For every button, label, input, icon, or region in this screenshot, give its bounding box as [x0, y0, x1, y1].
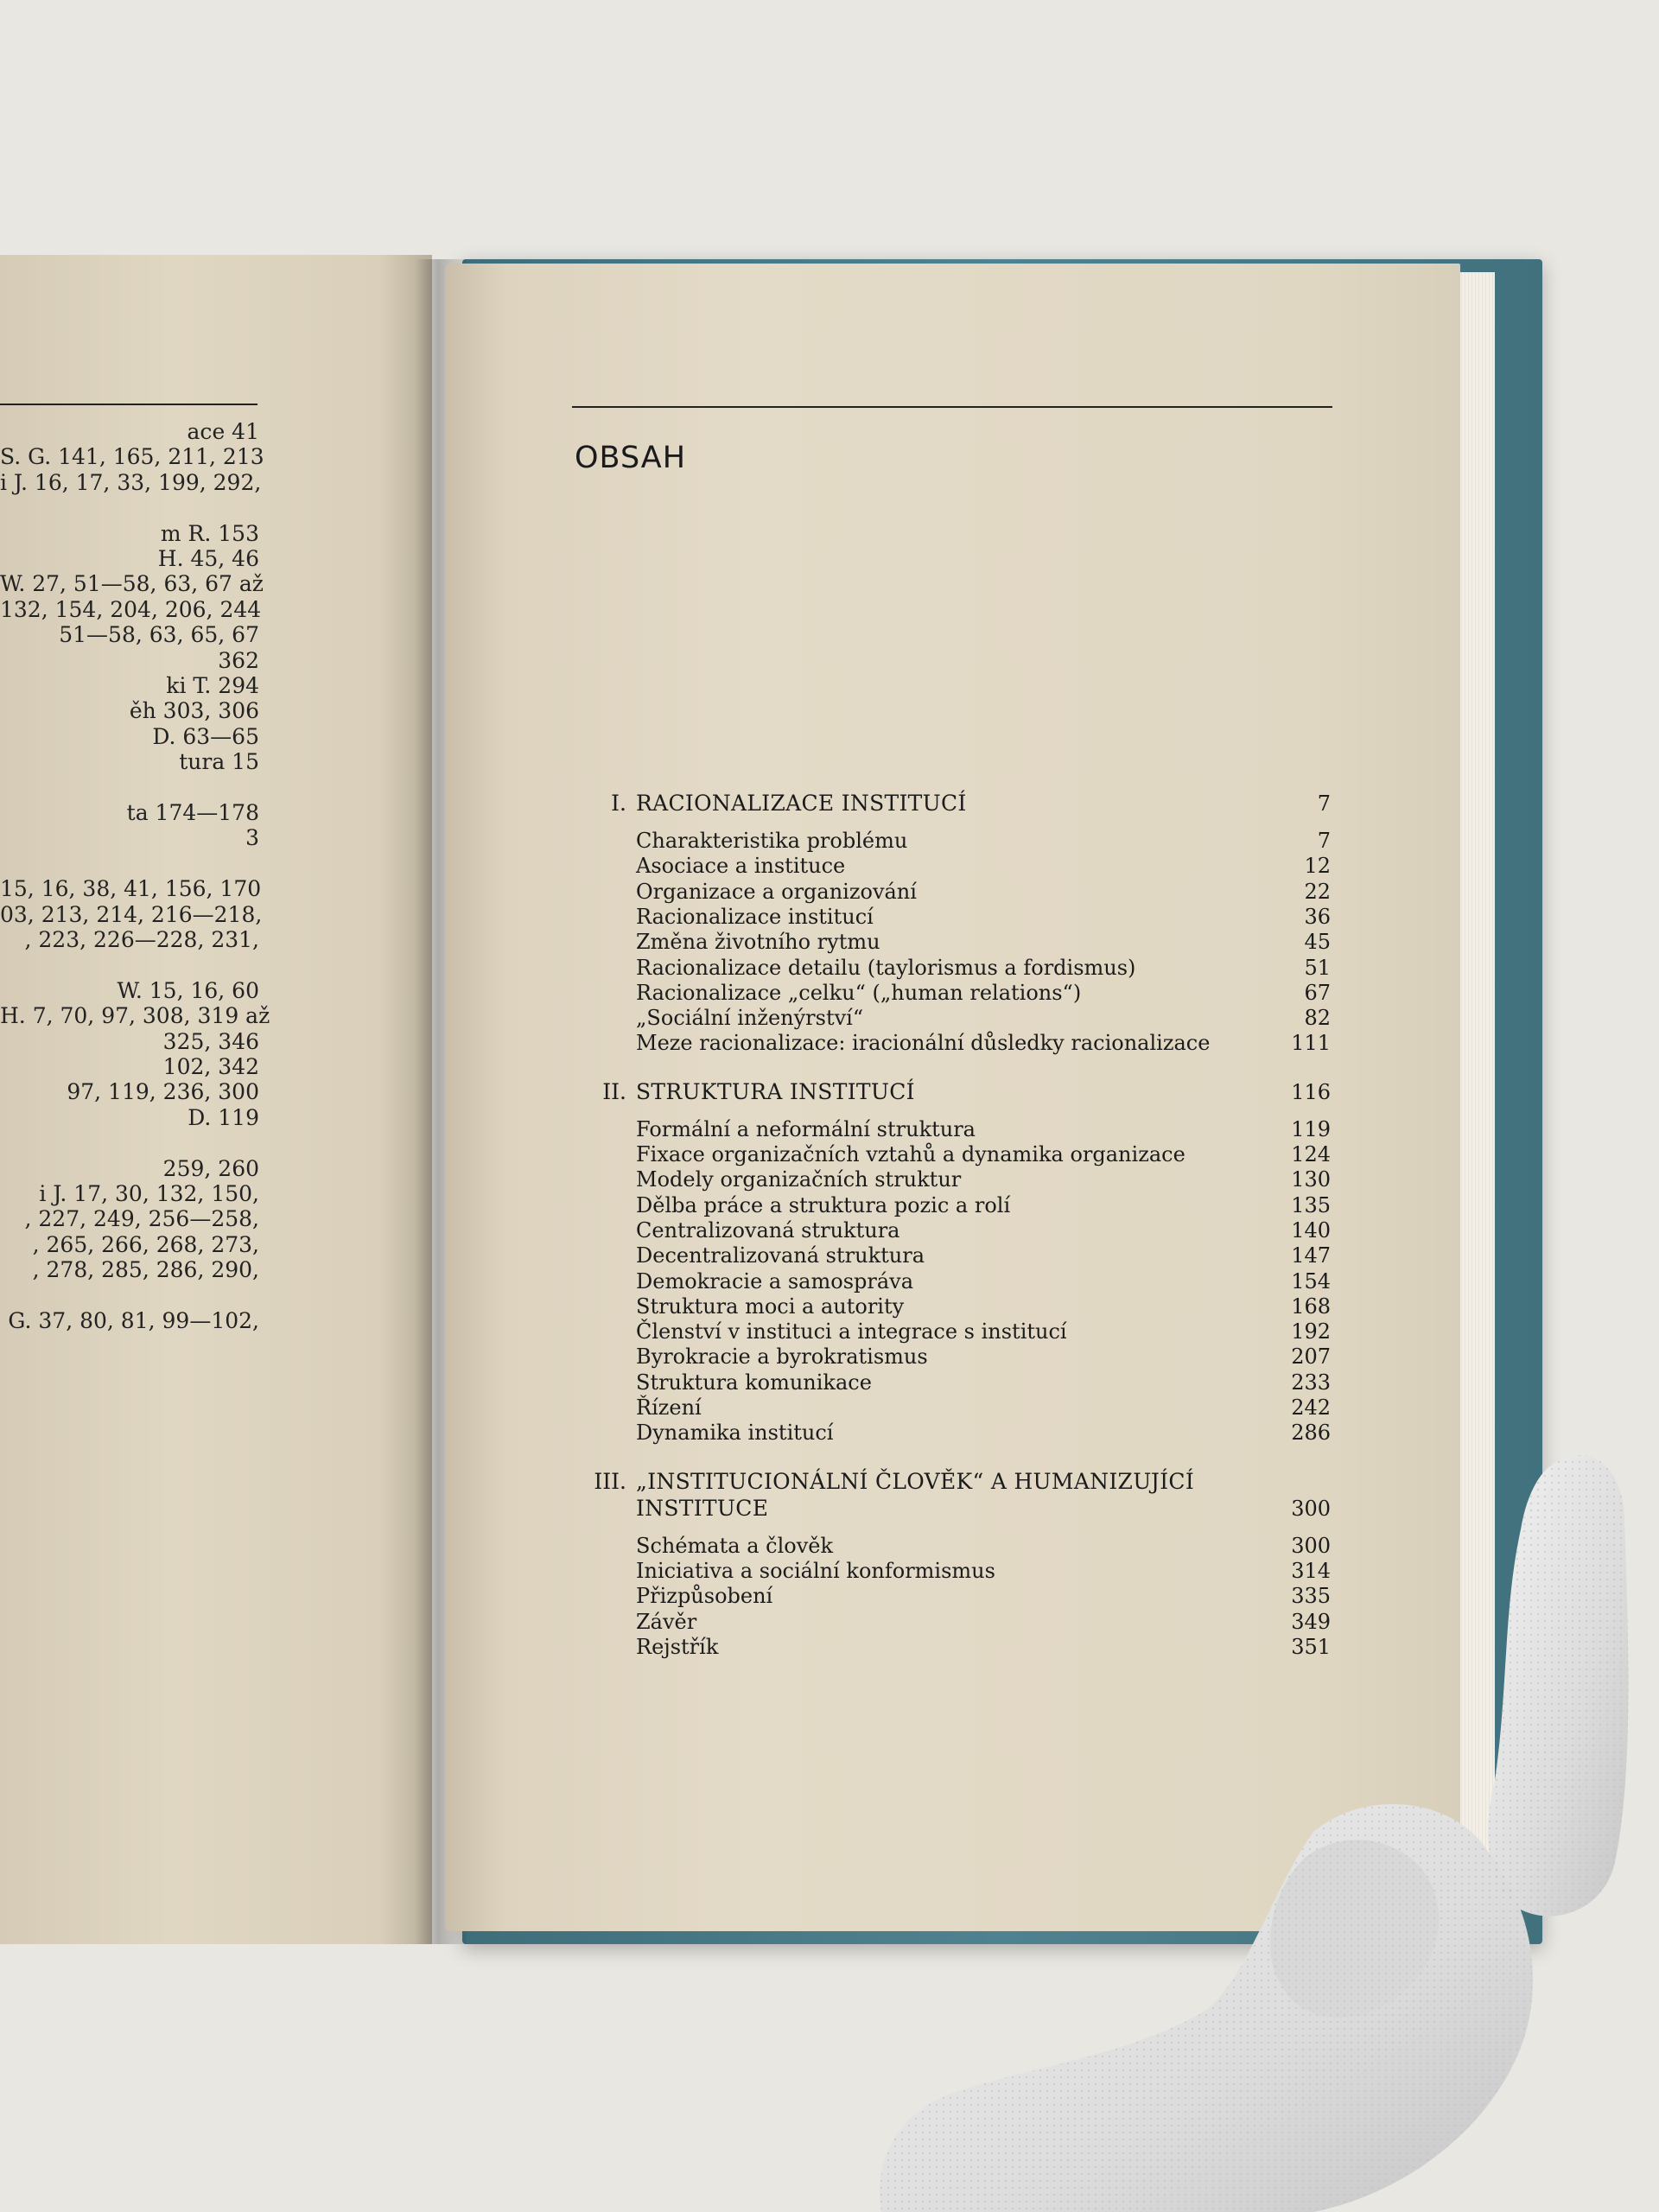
- toc-entry-page: 51: [1304, 955, 1331, 980]
- toc-entry: Fixace organizačních vztahů a dynamika organizace: [636, 1142, 1185, 1166]
- index-line: 362: [218, 647, 259, 673]
- toc-entry-page: 82: [1304, 1006, 1331, 1031]
- toc-entry: Závěr: [636, 1609, 697, 1634]
- index-line: i J. 16, 17, 33, 199, 292,: [0, 469, 262, 495]
- index-line: 102, 342: [162, 1054, 259, 1079]
- toc-entry: Řízení: [636, 1395, 702, 1420]
- toc-entry: Demokracie a samospráva: [636, 1268, 914, 1294]
- toc-entry-page: 154: [1291, 1268, 1331, 1294]
- chapter-title: RACIONALIZACE INSTITUCÍ: [636, 791, 967, 816]
- toc-entry-page: 349: [1291, 1609, 1331, 1634]
- index-line: 3: [245, 825, 259, 851]
- index-line: 51—58, 63, 65, 67: [59, 622, 259, 648]
- toc-entry: Struktura moci a autority: [636, 1294, 905, 1319]
- index-line: , 223, 226—228, 231,: [24, 927, 259, 952]
- index-line: W. 27, 51—58, 63, 67 až: [0, 571, 264, 597]
- toc-entry-page: 286: [1291, 1421, 1331, 1446]
- index-line: ta 174—178: [126, 800, 259, 825]
- toc-entry-page: 135: [1291, 1192, 1331, 1217]
- toc-entry-page: 300: [1291, 1533, 1331, 1558]
- index-line: ki T. 294: [166, 673, 259, 698]
- toc-entry-page: 36: [1304, 904, 1331, 929]
- toc-entry: Schémata a člověk: [636, 1533, 833, 1558]
- toc-entry: Racionalizace institucí: [636, 904, 874, 929]
- toc-entry-page: 147: [1291, 1243, 1331, 1268]
- chapter-page: 300: [1291, 1496, 1331, 1521]
- chapter-number: III.: [594, 1468, 626, 1494]
- toc-entry: Rejstřík: [636, 1634, 719, 1659]
- index-line: D. 63—65: [152, 723, 259, 749]
- index-line: 03, 213, 214, 216—218,: [0, 901, 263, 927]
- chapter-number: II.: [602, 1078, 626, 1104]
- chapter-title: „INSTITUCIONÁLNÍ ČLOVĚK“ A HUMANIZUJÍCÍ: [636, 1468, 1194, 1494]
- toc-entry-page: 67: [1304, 980, 1331, 1005]
- toc-entry: „Sociální inženýrství“: [636, 1006, 864, 1031]
- toc-entry: Decentralizovaná struktura: [636, 1243, 925, 1268]
- toc-entry: Organizace a organizování: [636, 879, 917, 904]
- toc-entry: Meze racionalizace: iracionální důsledky racionalizace: [636, 1031, 1211, 1056]
- chapter-title: STRUKTURA INSTITUCÍ: [636, 1078, 915, 1104]
- toc-entry: Centralizovaná struktura: [636, 1217, 900, 1243]
- toc-entry: Dynamika institucí: [636, 1421, 834, 1446]
- index-line: H. 7, 70, 97, 308, 319 až: [0, 1003, 270, 1029]
- left-header-rule: [0, 404, 257, 405]
- toc-entry-page: 192: [1291, 1319, 1331, 1344]
- index-line: H. 45, 46: [157, 546, 259, 571]
- chapter-page: 7: [1317, 791, 1331, 816]
- toc-entry: Formální a neformální struktura: [636, 1116, 976, 1141]
- toc-entry: Byrokracie a byrokratismus: [636, 1344, 928, 1370]
- toc-entry-page: 7: [1317, 829, 1331, 853]
- index-line: , 265, 266, 268, 273,: [32, 1231, 259, 1257]
- toc-entry-page: 130: [1291, 1167, 1331, 1192]
- toc-entry-page: 335: [1291, 1584, 1331, 1609]
- toc-entry-page: 119: [1291, 1116, 1331, 1141]
- toc-entry: Přizpůsobení: [636, 1584, 773, 1609]
- toc-entry: Iniciativa a sociální konformismus: [636, 1558, 995, 1583]
- chapter-title-continued: INSTITUCE: [636, 1495, 769, 1521]
- index-line: 132, 154, 204, 206, 244: [0, 596, 262, 622]
- toc-entry-page: 207: [1291, 1344, 1331, 1370]
- toc-entry-page: 351: [1291, 1634, 1331, 1659]
- toc-entry: Struktura komunikace: [636, 1370, 872, 1395]
- chapter-number: I.: [611, 791, 626, 816]
- toc-entry: Racionalizace detailu (taylorismus a fordismus): [636, 955, 1136, 980]
- right-header-rule: [572, 406, 1332, 408]
- toc-entry: Dělba práce a struktura pozic a rolí: [636, 1192, 1011, 1217]
- toc-entry-page: 242: [1291, 1395, 1331, 1420]
- toc-entry: Změna životního rytmu: [636, 930, 880, 955]
- index-line: D. 119: [188, 1104, 259, 1130]
- toc-entry-page: 45: [1304, 930, 1331, 955]
- toc-entry-page: 233: [1291, 1370, 1331, 1395]
- page-title: OBSAH: [575, 441, 687, 475]
- toc-entry-page: 168: [1291, 1294, 1331, 1319]
- index-line: ace 41: [187, 419, 259, 444]
- left-page: [0, 255, 432, 1944]
- index-line: tura 15: [179, 749, 259, 775]
- chapter-page: 116: [1291, 1079, 1331, 1104]
- index-line: m R. 153: [160, 520, 259, 546]
- index-line: S. G. 141, 165, 211, 213: [0, 444, 264, 470]
- toc-entry: Asociace a instituce: [636, 854, 846, 879]
- toc-entry: Modely organizačních struktur: [636, 1167, 962, 1192]
- index-line: 15, 16, 38, 41, 156, 170: [0, 876, 262, 902]
- toc-entry-page: 140: [1291, 1217, 1331, 1243]
- toc-entry-page: 314: [1291, 1558, 1331, 1583]
- toc-entry: Charakteristika problému: [636, 829, 908, 853]
- toc-entry-page: 124: [1291, 1142, 1331, 1166]
- index-line: G. 37, 80, 81, 99—102,: [8, 1308, 259, 1333]
- index-line: W. 15, 16, 60: [117, 977, 259, 1003]
- toc-entry: Racionalizace „celku“ („human relations“): [636, 980, 1082, 1005]
- toc-entry-page: 12: [1304, 854, 1331, 879]
- toc-entry-page: 22: [1304, 879, 1331, 904]
- index-line: , 227, 249, 256—258,: [24, 1206, 259, 1232]
- index-line: 259, 260: [162, 1155, 259, 1181]
- toc-entry: Členství v instituci a integrace s institucí: [636, 1319, 1067, 1344]
- index-line: ěh 303, 306: [129, 698, 259, 724]
- index-line: 325, 346: [162, 1028, 259, 1054]
- index-line: i J. 17, 30, 132, 150,: [39, 1181, 259, 1206]
- index-line: , 278, 285, 286, 290,: [32, 1257, 259, 1283]
- toc-entry-page: 111: [1291, 1031, 1331, 1056]
- index-line: 97, 119, 236, 300: [67, 1079, 259, 1105]
